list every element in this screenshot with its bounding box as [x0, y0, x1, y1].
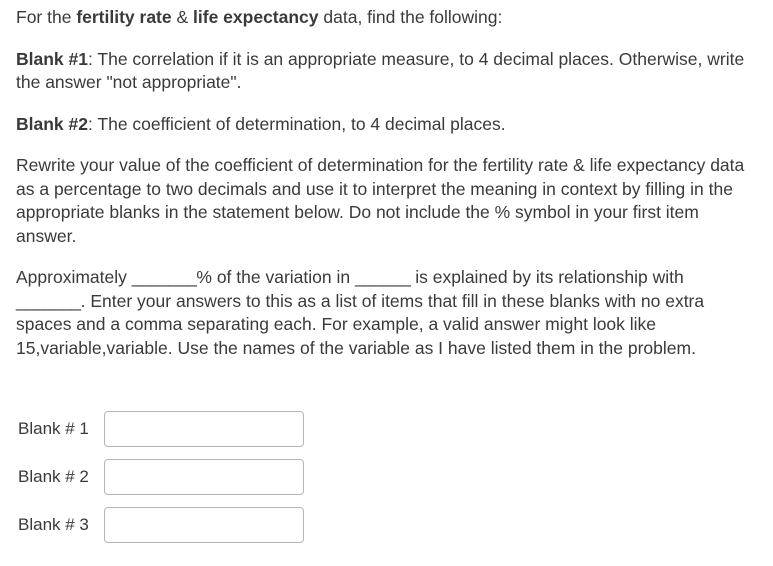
statement-part4: . Enter your answers to this as a list of items that fill in these blanks with no extra spaces and a comma separating each. For example, a valid answer might look like 15,variable,variable. Use the names of the variable as I have listed them in the problem.: [16, 290, 705, 358]
answer-label-1: Blank # 1: [18, 419, 89, 439]
blank1-instruction: [16, 48, 756, 95]
statement-part3: is explained by its relationship with: [410, 267, 684, 287]
answer-input-2[interactable]: [104, 459, 304, 495]
blank2-text: : The coefficient of determination, to 4 decimal places.: [87, 113, 506, 134]
answer-row-1: [18, 408, 304, 450]
answer-label-3: Blank # 3: [18, 515, 89, 535]
intro-amp: &: [171, 7, 194, 27]
intro-prefix: For the: [16, 7, 77, 27]
blank1-text: : The correlation if it is an appropriate measure, to 4 decimal places. Otherwise, write the answer "not appropriate".: [16, 48, 745, 92]
term-life-expectancy: life expectancy: [193, 7, 319, 27]
answer-input-3[interactable]: [104, 507, 304, 543]
statement-blank-c: _______: [16, 290, 81, 311]
answer-input-1[interactable]: [104, 411, 304, 447]
blank2-instruction: [16, 113, 756, 137]
statement-blank-b: ______: [354, 267, 411, 287]
intro-suffix: data, find the following:: [318, 7, 503, 27]
rewrite-paragraph: Rewrite your value of the coefficient of determination for the fertility rate & life expectancy data as a percentage to two decimals and use it to interpret the meaning in context by filling in the appropriate blanks in the statement below. Do not include the % symbol in your first item answer.: [16, 155, 745, 246]
question-body: [16, 6, 756, 378]
statement-paragraph: [16, 266, 756, 360]
statement-blank-a: _______: [131, 267, 197, 287]
answer-row-3: [18, 504, 304, 546]
answer-label-2: Blank # 2: [18, 467, 89, 487]
statement-part2: % of the variation in: [196, 267, 355, 287]
answer-blanks: [18, 408, 304, 552]
statement-part1: Approximately: [16, 267, 132, 287]
term-fertility-rate: fertility rate: [76, 7, 172, 27]
blank2-label: Blank #2: [16, 113, 88, 134]
blank1-label: Blank #1: [16, 48, 88, 69]
answer-row-2: [18, 456, 304, 498]
intro-paragraph: [16, 6, 756, 30]
